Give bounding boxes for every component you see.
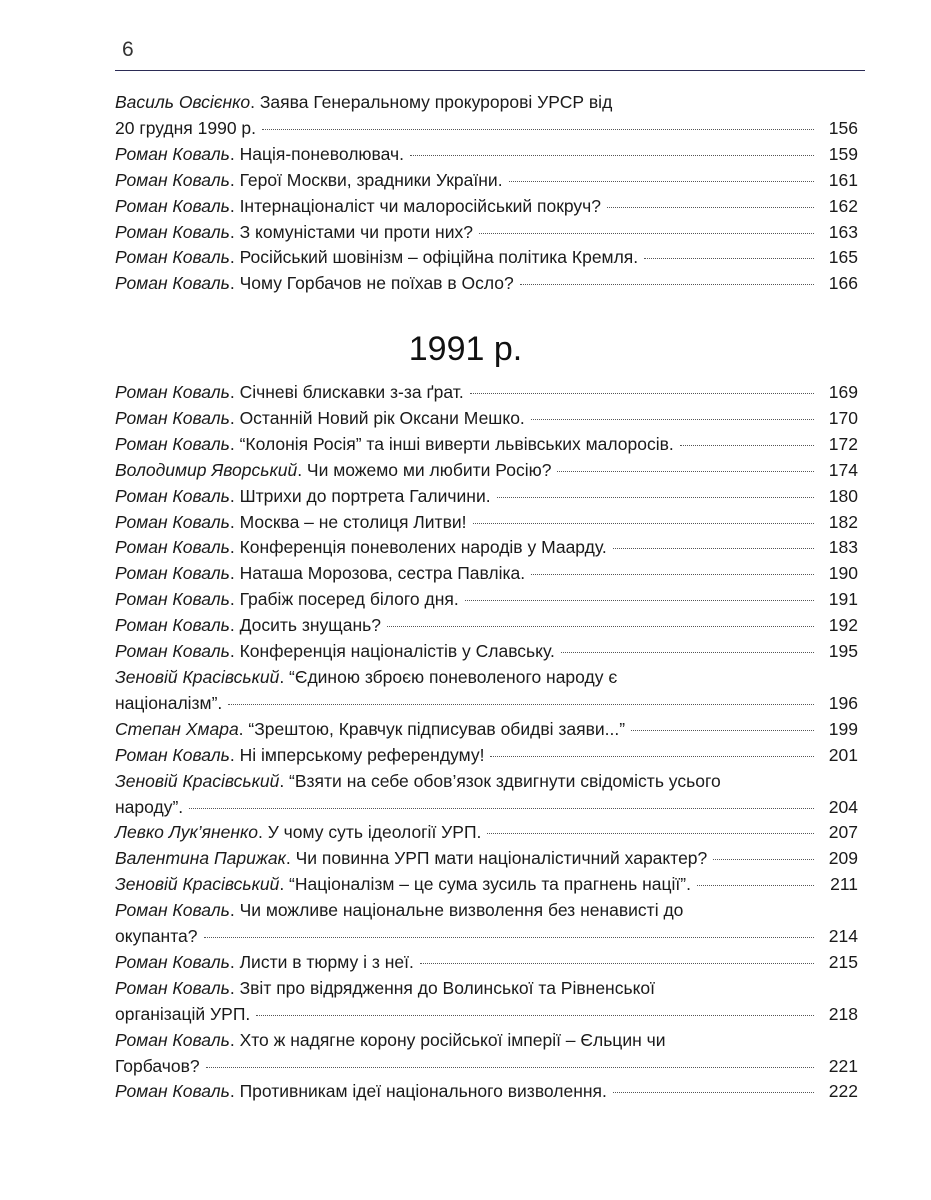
toc-entry-title-end: окупанта? <box>115 926 198 947</box>
toc-entry-first-line <box>115 665 858 691</box>
dot-leader <box>697 885 814 886</box>
toc-entry-title: . Грабіж посеред білого дня. <box>229 589 459 610</box>
toc-entry-text <box>115 484 491 510</box>
toc-entry[interactable] <box>115 820 858 846</box>
dot-leader <box>557 471 814 472</box>
toc-entry-page-number: 174 <box>828 459 858 480</box>
toc-entry[interactable] <box>115 406 858 432</box>
toc-entry[interactable] <box>115 220 858 246</box>
toc-entry-page-number: 201 <box>828 744 858 765</box>
toc-entry-title-start: . Звіт про відрядження до Волинської та Рівненської <box>229 977 656 998</box>
toc-entry-title: . Листи в тюрму і з неї. <box>229 951 414 972</box>
toc-entry-text <box>115 271 514 297</box>
toc-entry-title-end: націоналізм”. <box>115 692 223 713</box>
toc-entry-page-number: 180 <box>828 485 858 506</box>
toc-entry-page-number: 156 <box>828 117 858 138</box>
toc-entry[interactable] <box>115 665 858 717</box>
dot-leader <box>465 600 814 601</box>
dot-leader <box>479 233 814 234</box>
dot-leader <box>713 859 814 860</box>
toc-entry[interactable] <box>115 168 858 194</box>
toc-entry-author: Роман Коваль <box>115 273 230 294</box>
toc-entry-line <box>115 1079 858 1105</box>
toc-entry-text <box>115 406 525 432</box>
toc-entry-page-number: 215 <box>828 951 858 972</box>
toc-entry[interactable] <box>115 639 858 665</box>
toc-entry-last-line <box>115 1054 858 1080</box>
toc-entry-author: Роман Коваль <box>115 977 230 998</box>
dot-leader <box>613 548 814 549</box>
toc-entry-line <box>115 561 858 587</box>
toc-entry-author: Роман Коваль <box>115 900 230 921</box>
toc-entry-page-number: 163 <box>828 221 858 242</box>
dot-leader <box>680 445 814 446</box>
toc-entry-title: . У чому суть ідеології УРП. <box>257 822 482 843</box>
dot-leader <box>509 181 814 182</box>
toc-entry-author: Роман Коваль <box>115 195 230 216</box>
toc-entry-author: Степан Хмара <box>115 718 239 739</box>
toc-entry-line <box>115 639 858 665</box>
toc-entry-text <box>115 743 484 769</box>
dot-leader <box>262 129 814 130</box>
toc-entry-author: Роман Коваль <box>115 247 230 268</box>
toc-entry[interactable] <box>115 743 858 769</box>
toc-entry-author: Роман Коваль <box>115 511 230 532</box>
toc-entry-last-line <box>115 691 858 717</box>
toc-entry-title-end: 20 грудня 1990 р. <box>115 117 257 138</box>
toc-entry-page-number: 204 <box>828 796 858 817</box>
toc-entry-line <box>115 458 858 484</box>
toc-entry[interactable] <box>115 380 858 406</box>
toc-entry-line <box>115 220 858 246</box>
dot-leader <box>607 207 814 208</box>
toc-entry-first-line <box>115 90 858 116</box>
dot-leader <box>631 730 814 731</box>
toc-entry-first-line <box>115 769 858 795</box>
header-rule <box>115 70 865 71</box>
toc-entry-title: . Штрихи до портрета Галичини. <box>229 485 491 506</box>
toc-entry-author: Роман Коваль <box>115 537 230 558</box>
toc-entry-title: . “Націоналізм – це сума зусиль та прагнень нації”. <box>279 874 691 895</box>
toc-entry[interactable] <box>115 717 858 743</box>
dot-leader <box>487 833 814 834</box>
toc-entry-page-number: 218 <box>828 1003 858 1024</box>
toc-entry-line <box>115 510 858 536</box>
toc-entry-title: . Російський шовінізм – офіційна політика Кремля. <box>229 247 639 268</box>
toc-entry-title: . Чи можемо ми любити Росію? <box>297 459 552 480</box>
toc-entry-title-start: . Заява Генеральному прокуророві УРСР від <box>250 92 613 112</box>
toc-entry-title-start: . “Єдиною зброєю поневоленого народу є <box>279 666 618 687</box>
toc-entry[interactable] <box>115 432 858 458</box>
toc-entry[interactable] <box>115 142 858 168</box>
toc-entry-text <box>115 587 459 613</box>
dot-leader <box>470 393 814 394</box>
toc-entry-page-number: 222 <box>828 1081 858 1102</box>
toc-entry-author: Роман Коваль <box>115 485 230 506</box>
toc-entry[interactable] <box>115 769 858 821</box>
toc-entry-author: Зеновій Красівський <box>115 874 280 895</box>
toc-entry-author: Роман Коваль <box>115 744 230 765</box>
toc-entry[interactable] <box>115 613 858 639</box>
toc-entry-text <box>115 535 607 561</box>
dot-leader <box>228 704 814 705</box>
toc-entry[interactable] <box>115 1028 858 1080</box>
toc-entry-author: Роман Коваль <box>115 382 230 402</box>
toc-entry-line <box>115 535 858 561</box>
toc-entry-author: Роман Коваль <box>115 589 230 610</box>
toc-entry[interactable] <box>115 271 858 297</box>
dot-leader <box>473 523 814 524</box>
dot-leader <box>256 1015 814 1016</box>
toc-entry[interactable] <box>115 846 858 872</box>
toc-entry-author: Роман Коваль <box>115 563 230 584</box>
toc-entry-author: Роман Коваль <box>115 951 230 972</box>
toc-entry-author: Роман Коваль <box>115 1029 230 1050</box>
dot-leader <box>189 808 814 809</box>
toc-entry-page-number: 191 <box>828 589 858 610</box>
toc-entry-title: . Чи повинна УРП мати націоналістичний характер? <box>285 848 708 869</box>
toc-entry-text <box>115 950 414 976</box>
toc-entry-text <box>115 510 467 536</box>
toc-entry-page-number: 182 <box>828 511 858 532</box>
toc-entry-title: . Конференція поневолених народів у Маарду. <box>229 537 607 558</box>
toc-entry[interactable] <box>115 898 858 950</box>
dot-leader <box>531 419 814 420</box>
toc-entry-title: . Противникам ідеї національного визволення. <box>229 1081 607 1102</box>
toc-list-1990 <box>115 90 858 297</box>
toc-entry-text <box>115 380 464 406</box>
toc-entry-text <box>115 220 473 246</box>
toc-entry[interactable] <box>115 561 858 587</box>
toc-entry-page-number: 207 <box>828 822 858 843</box>
toc-entry-text <box>115 194 601 220</box>
toc-entry-author: Роман Коваль <box>115 221 230 242</box>
dot-leader <box>561 652 814 653</box>
toc-entry-text <box>115 639 555 665</box>
toc-entry-line <box>115 168 858 194</box>
toc-entry-text <box>115 820 481 846</box>
toc-entry-line <box>115 950 858 976</box>
toc-entry[interactable] <box>115 90 858 142</box>
toc-entry-title: . “Колонія Росія” та інші виверти львівських малоросів. <box>229 433 674 454</box>
toc-entry-author: Зеновій Красівський <box>115 666 280 687</box>
toc-entry[interactable] <box>115 587 858 613</box>
toc-entry-title: . Герої Москви, зрадники України. <box>229 169 503 190</box>
toc-entry[interactable] <box>115 976 858 1028</box>
page-number: 6 <box>122 38 134 61</box>
toc-entry-title: . Досить знущань? <box>229 615 381 636</box>
toc-entry-author: Зеновій Красівський <box>115 770 280 791</box>
toc-entry-title-end: Горбачов? <box>115 1055 200 1076</box>
toc-entry-page-number: 183 <box>828 537 858 558</box>
toc-entry-author: Роман Коваль <box>115 615 230 636</box>
toc-entry-last-line <box>115 795 858 821</box>
toc-entry-first-line <box>115 1028 858 1054</box>
toc-entry-last-line <box>115 116 858 142</box>
toc-entry-page-number: 214 <box>828 926 858 947</box>
toc-entry-line <box>115 406 858 432</box>
toc-entry-line <box>115 820 858 846</box>
toc-entry-title: . Останній Новий рік Оксани Мешко. <box>229 407 525 428</box>
toc-entry[interactable] <box>115 194 858 220</box>
toc-entry-title: . Ні імперському референдуму! <box>229 744 485 765</box>
toc-entry-title: . Конференція націоналістів у Славську. <box>229 641 555 662</box>
toc-entry-author: Левко Лук’яненко <box>115 822 258 843</box>
toc-entry-title: . Наташа Морозова, сестра Павліка. <box>229 563 526 584</box>
toc-entry-title: . Інтернаціоналіст чи малоросійський покруч? <box>229 195 602 216</box>
dot-leader <box>387 626 814 627</box>
toc-entry-last-line <box>115 924 858 950</box>
toc-entry-text <box>115 245 638 271</box>
toc-entry-page-number: 169 <box>828 382 858 402</box>
toc-entry-title: . Чому Горбачов не поїхав в Осло? <box>229 273 514 294</box>
toc-entry[interactable] <box>115 535 858 561</box>
toc-entry-author: Роман Коваль <box>115 1081 230 1102</box>
toc-entry-title: . Січневі блискавки з-за ґрат. <box>229 382 464 402</box>
toc-entry-author: Володимир Яворський <box>115 459 298 480</box>
toc-entry-page-number: 211 <box>830 874 858 895</box>
toc-entry-page-number: 209 <box>828 848 858 869</box>
toc-entry-line <box>115 743 858 769</box>
dot-leader <box>520 284 814 285</box>
toc-entry-line <box>115 484 858 510</box>
toc-entry-page-number: 172 <box>828 433 858 454</box>
section-heading: 1991 р. <box>408 330 523 368</box>
toc-entry-page-number: 195 <box>828 641 858 662</box>
toc-entry[interactable] <box>115 245 858 271</box>
dot-leader <box>613 1092 814 1093</box>
toc-entry-title: . Нація-поневолювач. <box>229 143 404 164</box>
toc-entry-text <box>115 717 625 743</box>
toc-entry-text <box>115 872 691 898</box>
toc-entry-line <box>115 142 858 168</box>
toc-entry-page-number: 196 <box>828 692 858 713</box>
toc-entry-line <box>115 587 858 613</box>
toc-entry[interactable] <box>115 872 858 898</box>
toc-entry-page-number: 161 <box>828 169 858 190</box>
toc-entry-page-number: 165 <box>828 247 858 268</box>
toc-entry-page-number: 159 <box>828 143 858 164</box>
toc-entry-text <box>115 1079 607 1105</box>
toc-entry-line <box>115 271 858 297</box>
toc-entry-line <box>115 432 858 458</box>
toc-entry-author: Роман Коваль <box>115 143 230 164</box>
toc-entry[interactable] <box>115 484 858 510</box>
toc-entry-title-start: . “Взяти на себе обов’язок здвигнути свідомість усього <box>279 770 721 791</box>
toc-entry-text <box>115 458 551 484</box>
toc-entry-page-number: 199 <box>828 718 858 739</box>
dot-leader <box>206 1067 814 1068</box>
toc-entry-text <box>115 432 674 458</box>
toc-entry-page-number: 192 <box>828 615 858 636</box>
dot-leader <box>420 963 814 964</box>
toc-entry-text <box>115 846 707 872</box>
toc-entry-title-start: . Чи можливе національне визволення без ненависті до <box>229 900 684 921</box>
toc-entry-title-end: народу”. <box>115 796 184 817</box>
toc-entry-title: . З комуністами чи проти них? <box>229 221 473 242</box>
toc-entry[interactable] <box>115 458 858 484</box>
toc-entry-text <box>115 613 381 639</box>
toc-entry-page-number: 190 <box>828 563 858 584</box>
toc-entry-page-number: 166 <box>828 273 858 294</box>
toc-entry[interactable] <box>115 510 858 536</box>
toc-entry-title: . “Зрештою, Кравчук підписував обидві заяви...” <box>238 718 626 739</box>
dot-leader <box>490 756 814 757</box>
toc-entry-line <box>115 245 858 271</box>
toc-entry-line <box>115 717 858 743</box>
toc-entry-author: Роман Коваль <box>115 169 230 190</box>
toc-entry-author: Валентина Парижак <box>115 848 286 869</box>
toc-entry-author: Роман Коваль <box>115 433 230 454</box>
toc-entry-author: Роман Коваль <box>115 641 230 662</box>
toc-entry-author: Роман Коваль <box>115 407 230 428</box>
toc-entry[interactable] <box>115 950 858 976</box>
toc-entry-title: . Москва – не столиця Литви! <box>229 511 467 532</box>
toc-entry-title-start: . Хто ж надягне корону російської імперії – Єльцин чи <box>229 1029 666 1050</box>
toc-entry-line <box>115 380 858 406</box>
toc-entry-text <box>115 168 503 194</box>
toc-entry-author: Василь Овсієнко <box>115 92 251 112</box>
toc-entry-line <box>115 846 858 872</box>
dot-leader <box>410 155 814 156</box>
toc-entry-page-number: 162 <box>828 195 858 216</box>
dot-leader <box>644 258 814 259</box>
dot-leader <box>531 574 814 575</box>
toc-entry[interactable] <box>115 1079 858 1105</box>
toc-entry-first-line <box>115 976 858 1002</box>
toc-entry-page-number: 170 <box>828 407 858 428</box>
toc-entry-last-line <box>115 1002 858 1028</box>
toc-entry-line <box>115 872 858 898</box>
toc-entry-line <box>115 613 858 639</box>
toc-entry-title-end: організацій УРП. <box>115 1003 251 1024</box>
toc-entry-page-number: 221 <box>828 1055 858 1076</box>
toc-entry-line <box>115 194 858 220</box>
dot-leader <box>497 497 814 498</box>
dot-leader <box>204 937 815 938</box>
toc-entry-text <box>115 561 525 587</box>
toc-entry-text <box>115 142 404 168</box>
toc-entry-first-line <box>115 898 858 924</box>
toc-list-1991 <box>115 380 858 1105</box>
